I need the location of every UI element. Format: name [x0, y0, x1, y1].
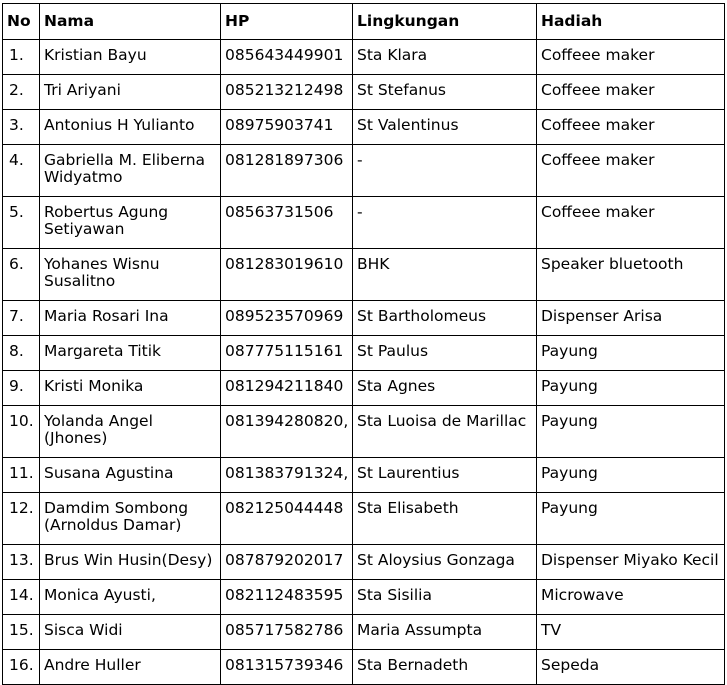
cell-hadiah: Coffeee maker [537, 110, 725, 145]
cell-no: 15. [3, 615, 40, 650]
cell-hadiah: Coffeee maker [537, 197, 725, 249]
cell-hp: 082125044448 [221, 493, 353, 545]
cell-hadiah: TV [537, 615, 725, 650]
cell-hadiah: Payung [537, 406, 725, 458]
cell-hadiah: Payung [537, 371, 725, 406]
column-header-lingkungan: Lingkungan [353, 4, 537, 40]
cell-lingkungan: Sta Elisabeth [353, 493, 537, 545]
cell-nama: Margareta Titik [40, 336, 221, 371]
cell-lingkungan: Maria Assumpta [353, 615, 537, 650]
cell-nama: Gabriella M. Eliberna Widyatmo [40, 145, 221, 197]
cell-no: 4. [3, 145, 40, 197]
cell-nama: Sisca Widi [40, 615, 221, 650]
cell-no: 5. [3, 197, 40, 249]
table-row [3, 40, 725, 75]
cell-nama: Yohanes Wisnu Susalitno [40, 249, 221, 301]
cell-nama: Yolanda Angel (Jhones) [40, 406, 221, 458]
cell-hadiah: Dispenser Miyako Kecil [537, 545, 725, 580]
column-header-nama: Nama [40, 4, 221, 40]
cell-hadiah: Coffeee maker [537, 40, 725, 75]
cell-lingkungan: BHK [353, 249, 537, 301]
cell-no: 6. [3, 249, 40, 301]
cell-hp: 082112483595 [221, 580, 353, 615]
column-header-hadiah: Hadiah [537, 4, 725, 40]
cell-hp: 081394280820, [221, 406, 353, 458]
cell-nama: Susana Agustina [40, 458, 221, 493]
cell-nama: Antonius H Yulianto [40, 110, 221, 145]
table-row [3, 301, 725, 336]
cell-lingkungan: St Bartholomeus [353, 301, 537, 336]
cell-nama: Damdim Sombong (Arnoldus Damar) [40, 493, 221, 545]
cell-no: 8. [3, 336, 40, 371]
table-row [3, 336, 725, 371]
cell-hadiah: Coffeee maker [537, 145, 725, 197]
cell-hp: 081294211840 [221, 371, 353, 406]
cell-lingkungan: Sta Luoisa de Marillac [353, 406, 537, 458]
table-row [3, 458, 725, 493]
cell-hp: 08975903741 [221, 110, 353, 145]
cell-no: 16. [3, 650, 40, 685]
cell-hp: 08563731506 [221, 197, 353, 249]
table-row [3, 371, 725, 406]
cell-hp: 085213212498 [221, 75, 353, 110]
table-row [3, 580, 725, 615]
table-row [3, 75, 725, 110]
cell-nama: Tri Ariyani [40, 75, 221, 110]
cell-lingkungan: Sta Bernadeth [353, 650, 537, 685]
cell-no: 7. [3, 301, 40, 336]
cell-lingkungan: St Paulus [353, 336, 537, 371]
table-row [3, 110, 725, 145]
cell-nama: Kristian Bayu [40, 40, 221, 75]
table-row [3, 545, 725, 580]
table-row [3, 406, 725, 458]
cell-hadiah: Speaker bluetooth [537, 249, 725, 301]
cell-no: 3. [3, 110, 40, 145]
cell-no: 9. [3, 371, 40, 406]
table-row [3, 145, 725, 197]
cell-hp: 081283019610 [221, 249, 353, 301]
table-row [3, 197, 725, 249]
cell-nama: Monica Ayusti, [40, 580, 221, 615]
cell-no: 11. [3, 458, 40, 493]
table-row [3, 493, 725, 545]
cell-hadiah: Payung [537, 493, 725, 545]
cell-lingkungan: Sta Klara [353, 40, 537, 75]
cell-hp: 085717582786 [221, 615, 353, 650]
cell-lingkungan: - [353, 145, 537, 197]
cell-hp: 081315739346 [221, 650, 353, 685]
cell-no: 13. [3, 545, 40, 580]
cell-hadiah: Microwave [537, 580, 725, 615]
table-row [3, 249, 725, 301]
cell-lingkungan: Sta Sisilia [353, 580, 537, 615]
cell-hp: 081383791324, [221, 458, 353, 493]
cell-hp: 085643449901 [221, 40, 353, 75]
cell-lingkungan: St Aloysius Gonzaga [353, 545, 537, 580]
table-body [3, 40, 725, 685]
table-row [3, 615, 725, 650]
winners-table [2, 3, 725, 685]
cell-nama: Maria Rosari Ina [40, 301, 221, 336]
header-row [3, 4, 725, 40]
cell-no: 14. [3, 580, 40, 615]
cell-hadiah: Payung [537, 336, 725, 371]
cell-no: 1. [3, 40, 40, 75]
cell-no: 12. [3, 493, 40, 545]
cell-nama: Robertus Agung Setiyawan [40, 197, 221, 249]
cell-no: 2. [3, 75, 40, 110]
table-row [3, 650, 725, 685]
column-header-hp: HP [221, 4, 353, 40]
cell-hadiah: Coffeee maker [537, 75, 725, 110]
cell-lingkungan: St Laurentius [353, 458, 537, 493]
cell-nama: Brus Win Husin(Desy) [40, 545, 221, 580]
cell-hp: 081281897306 [221, 145, 353, 197]
cell-hp: 087879202017 [221, 545, 353, 580]
cell-hp: 089523570969 [221, 301, 353, 336]
cell-no: 10. [3, 406, 40, 458]
column-header-no: No [3, 4, 40, 40]
cell-nama: Kristi Monika [40, 371, 221, 406]
cell-lingkungan: St Stefanus [353, 75, 537, 110]
cell-nama: Andre Huller [40, 650, 221, 685]
cell-lingkungan: St Valentinus [353, 110, 537, 145]
cell-hadiah: Sepeda [537, 650, 725, 685]
cell-hadiah: Dispenser Arisa [537, 301, 725, 336]
cell-lingkungan: Sta Agnes [353, 371, 537, 406]
cell-lingkungan: - [353, 197, 537, 249]
cell-hp: 087775115161 [221, 336, 353, 371]
cell-hadiah: Payung [537, 458, 725, 493]
